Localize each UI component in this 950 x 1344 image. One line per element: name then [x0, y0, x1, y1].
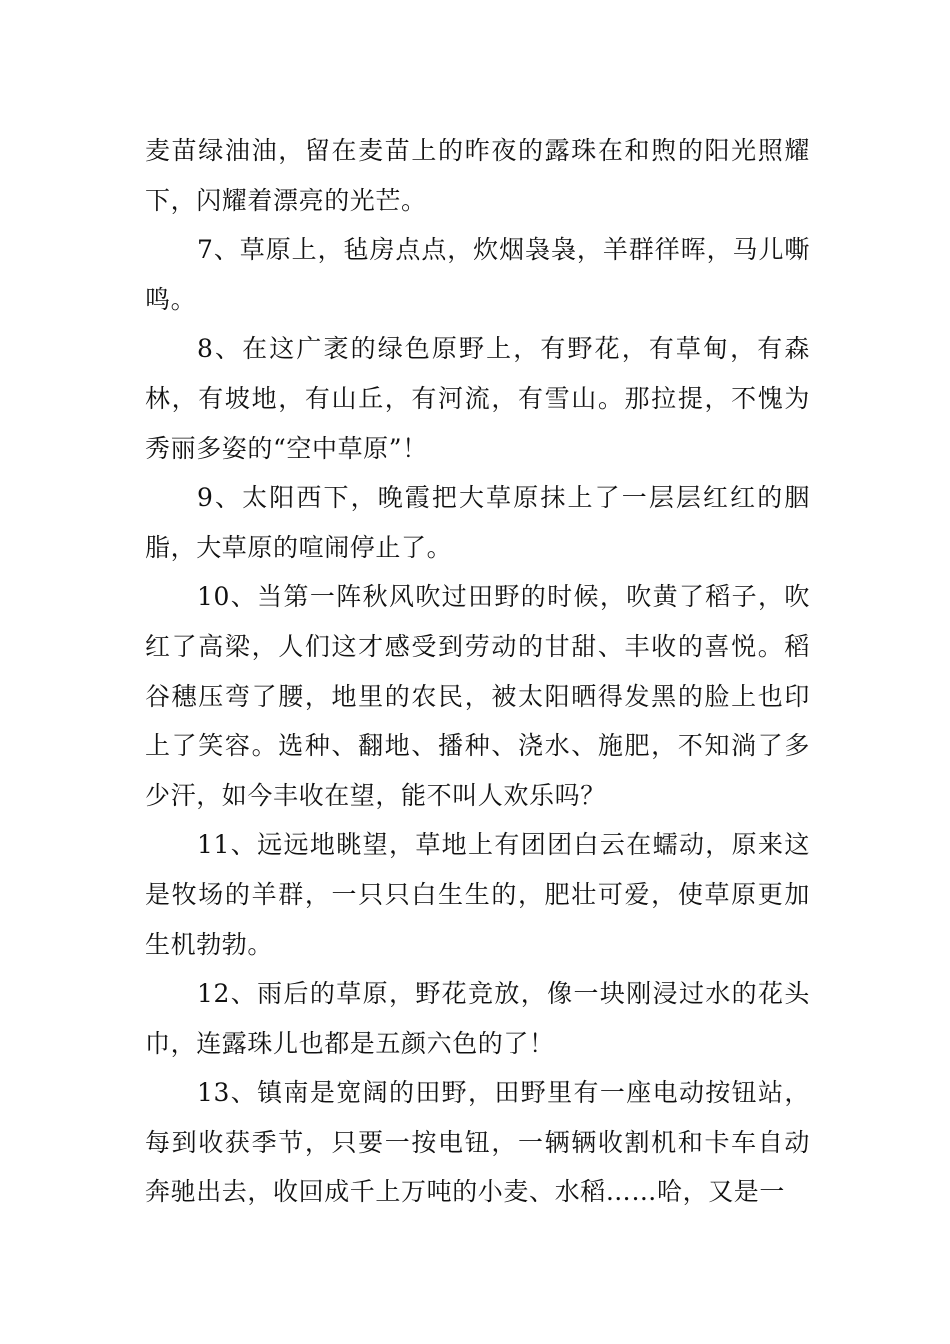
paragraph-8: 8、在这广袤的绿色原野上，有野花，有草甸，有森林，有坡地，有山丘，有河流，有雪山。那拉提，不愧为秀丽多姿的“空中草原”！ — [145, 334, 810, 463]
paragraph-continued: 麦苗绿油油，留在麦苗上的昨夜的露珠在和煦的阳光照耀下，闪耀着漂亮的光芒。 — [145, 136, 810, 215]
paragraph-11: 11、远远地眺望，草地上有团团白云在蠕动，原来这是牧场的羊群，一只只白生生的，肥壮可爱，使草原更加生机勃勃。 — [145, 830, 810, 959]
paragraph-12: 12、雨后的草原，野花竞放，像一块刚浸过水的花头巾，连露珠儿也都是五颜六色的了！ — [145, 979, 810, 1058]
paragraph-10: 10、当第一阵秋风吹过田野的时候，吹黄了稻子，吹红了高梁，人们这才感受到劳动的甘甜、丰收的喜悦。稻谷穗压弯了腰，地里的农民，被太阳晒得发黑的脸上也印上了笑容。选种、翻地、播种、浇水、施肥，不知淌了多少汗，如今丰收在望，能不叫人欢乐吗？ — [145, 582, 810, 810]
paragraph-13: 13、镇南是宽阔的田野，田野里有一座电动按钮站，每到收获季节，只要一按电钮，一辆辆收割机和卡车自动奔驰出去，收回成千上万吨的小麦、水稻……哈，又是一 — [145, 1078, 810, 1207]
paragraph-9: 9、太阳西下，晚霞把大草原抹上了一层层红红的胭脂，大草原的喧闹停止了。 — [145, 483, 810, 562]
paragraph-7: 7、草原上，毡房点点，炊烟袅袅，羊群徉晖，马儿嘶鸣。 — [145, 235, 810, 314]
document-body — [145, 126, 810, 1217]
